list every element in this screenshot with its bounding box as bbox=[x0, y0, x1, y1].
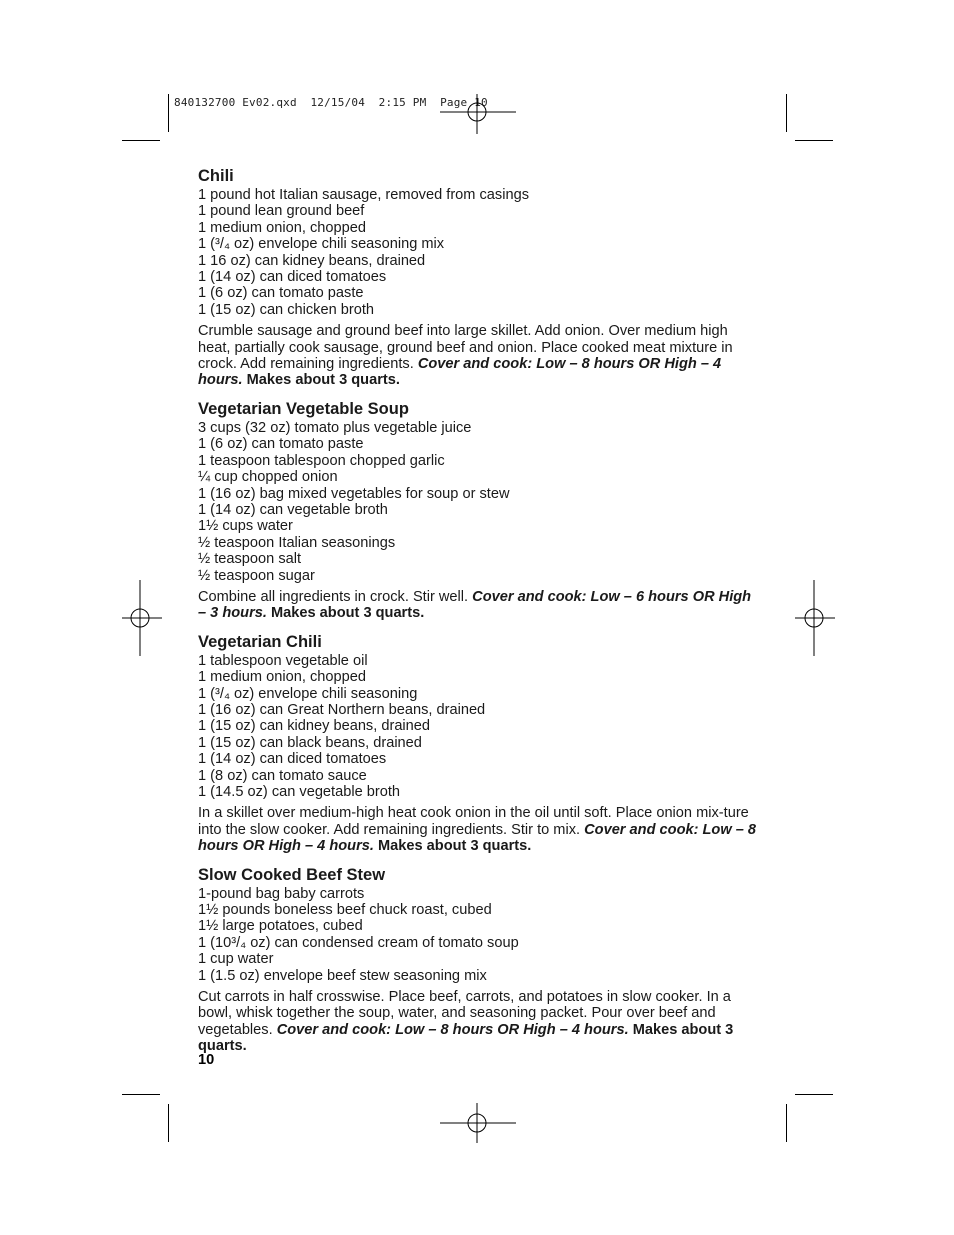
ingredient: 1 teaspoon tablespoon chopped garlic bbox=[198, 452, 445, 469]
recipe-slow-cooked-beef-stew bbox=[198, 865, 758, 1055]
ingredient: 1 cup water bbox=[198, 951, 274, 968]
ingredient: 1 (14 oz) can diced tomatoes bbox=[198, 751, 387, 768]
cook-instructions: Cover and cook: Low – 8 hours OR High – 4 hours. bbox=[276, 1021, 629, 1038]
recipe-chili bbox=[198, 166, 758, 389]
cook-instructions: Cover and cook: Low – 8 hours OR High – 4 hours. bbox=[198, 821, 757, 855]
registration-mark-bottom bbox=[440, 1103, 516, 1143]
registration-mark-top bbox=[440, 94, 516, 134]
recipe-title: Slow Cooked Beef Stew bbox=[198, 865, 386, 884]
ingredient-list bbox=[198, 187, 758, 318]
ingredient: 1 (15 oz) can black beans, drained bbox=[198, 734, 422, 751]
recipe-title: Vegetarian Vegetable Soup bbox=[198, 399, 409, 418]
yield: Makes about 3 quarts. bbox=[198, 1021, 734, 1055]
recipe-vegetarian-vegetable-soup bbox=[198, 399, 758, 622]
ingredient: 1 medium onion, chopped bbox=[198, 669, 366, 686]
recipe-title: Chili bbox=[198, 167, 234, 185]
yield: Makes about 3 quarts. bbox=[266, 605, 425, 622]
ingredient: 1 medium onion, chopped bbox=[198, 219, 366, 236]
ingredient: 1 (³/₄ oz) envelope chili seasoning bbox=[198, 685, 418, 702]
ingredient: 1 (6 oz) can tomato paste bbox=[198, 285, 364, 302]
recipe-directions bbox=[198, 805, 758, 854]
slug-line: 840132700 Ev02.qxd 12/15/04 2:15 PM Page 10 bbox=[174, 96, 488, 109]
ingredient: 1 16 oz) can kidney beans, drained bbox=[198, 252, 426, 269]
ingredient: 1 (14.5 oz) can vegetable broth bbox=[198, 784, 401, 800]
recipe-vegetarian-chili bbox=[198, 632, 758, 855]
recipe-directions bbox=[198, 989, 758, 1055]
ingredient: 1 (15 oz) can kidney beans, drained bbox=[198, 718, 431, 735]
ingredient-list bbox=[198, 886, 758, 984]
ingredient: 1 pound hot Italian sausage, removed from casings bbox=[198, 187, 529, 203]
recipe-title: Vegetarian Chili bbox=[198, 632, 322, 651]
yield: Makes about 3 quarts. bbox=[373, 838, 532, 855]
ingredient: ½ teaspoon salt bbox=[198, 551, 302, 568]
ingredient: 1 (1.5 oz) envelope beef stew seasoning mix bbox=[198, 967, 487, 984]
recipe-page bbox=[198, 166, 758, 1065]
ingredient: 1 (³/₄ oz) envelope chili seasoning mix bbox=[198, 236, 445, 253]
ingredient: 1½ cups water bbox=[198, 518, 293, 535]
recipe-directions bbox=[198, 589, 758, 622]
ingredient: ¼ cup chopped onion bbox=[198, 469, 338, 486]
ingredient: 1 pound lean ground beef bbox=[198, 203, 365, 220]
registration-mark-right bbox=[795, 580, 835, 656]
ingredient: 1 tablespoon vegetable oil bbox=[198, 652, 368, 669]
ingredient: 1½ large potatoes, cubed bbox=[198, 918, 363, 935]
directions-text: Cut carrots in half crosswise. Place beef, carrots, and potatoes in slow cooker. In a bowl, whisk together the soup, water, and seasoning packet. Pour over beef and vegetables. bbox=[198, 989, 731, 1038]
cook-instructions: Cover and cook: Low – 8 hours OR High – 4 hours. bbox=[198, 356, 722, 389]
ingredient: 1-pound bag baby carrots bbox=[198, 885, 365, 902]
ingredient: ½ teaspoon sugar bbox=[198, 567, 315, 584]
ingredient: 3 cups (32 oz) tomato plus vegetable juice bbox=[198, 419, 472, 436]
yield: Makes about 3 quarts. bbox=[242, 372, 400, 389]
ingredient: 1 (14 oz) can vegetable broth bbox=[198, 501, 388, 518]
ingredient: 1 (14 oz) can diced tomatoes bbox=[198, 269, 387, 286]
ingredient: 1 (16 oz) bag mixed vegetables for soup or stew bbox=[198, 485, 510, 502]
ingredient: 1½ pounds boneless beef chuck roast, cubed bbox=[198, 902, 492, 919]
ingredient: 1 (15 oz) can chicken broth bbox=[198, 301, 375, 318]
ingredient: 1 (6 oz) can tomato paste bbox=[198, 436, 364, 453]
ingredient: 1 (8 oz) can tomato sauce bbox=[198, 767, 367, 784]
registration-mark-left bbox=[122, 580, 162, 656]
directions-text: In a skillet over medium-high heat cook onion in the oil until soft. Place onion mix-ture into the slow cooker. Add remaining ingredients. Stir to mix. bbox=[198, 805, 749, 838]
directions-text: Crumble sausage and ground beef into large skillet. Add onion. Over medium high heat, partially cook sausage, ground beef and onion. Place cooked meat mixture in crock. Add remaining ingredients. bbox=[198, 323, 733, 373]
ingredient: ½ teaspoon Italian seasonings bbox=[198, 534, 396, 551]
ingredient: 1 (16 oz) can Great Northern beans, drained bbox=[198, 701, 486, 718]
page-number: 10 bbox=[198, 1052, 215, 1068]
cook-instructions: Cover and cook: Low – 6 hours OR High – 3 hours. bbox=[198, 588, 752, 622]
ingredient-list bbox=[198, 420, 758, 584]
recipe-directions bbox=[198, 323, 758, 389]
ingredient-list bbox=[198, 653, 758, 801]
ingredient: 1 (10³/₄ oz) can condensed cream of tomato soup bbox=[198, 934, 519, 951]
directions-text: Combine all ingredients in crock. Stir well. bbox=[198, 588, 473, 605]
